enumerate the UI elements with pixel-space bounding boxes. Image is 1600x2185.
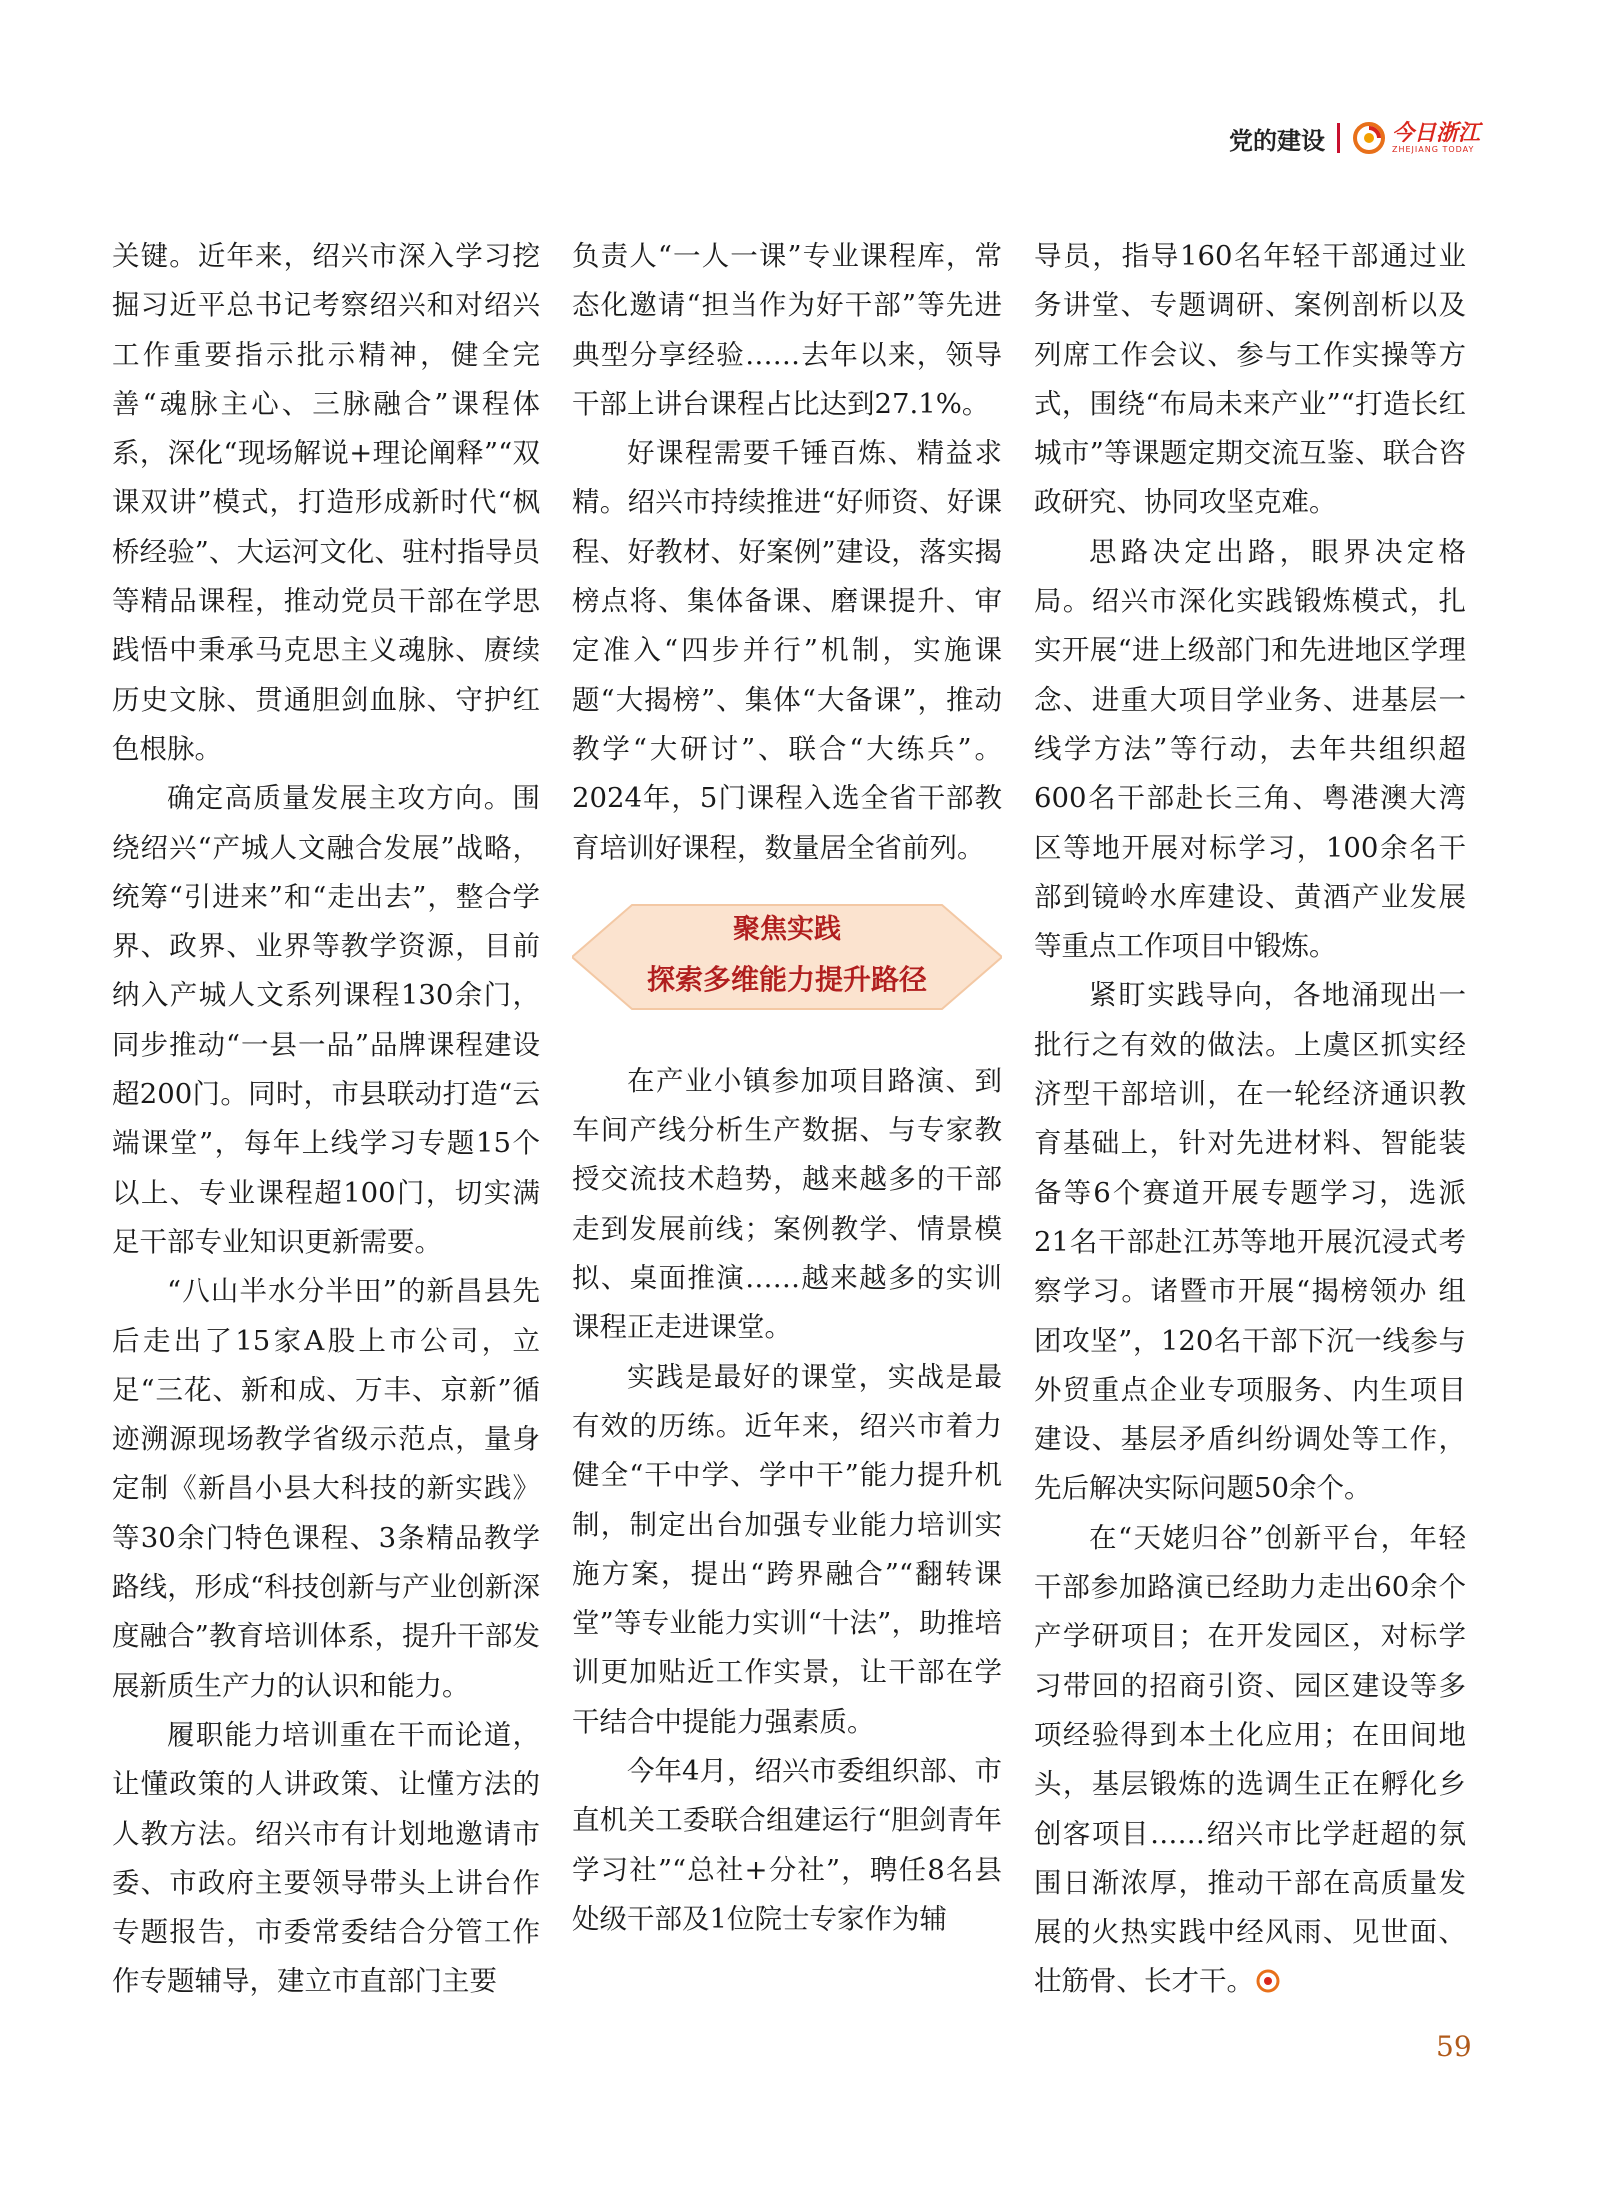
paragraph: 思路决定出路，眼界决定格局。绍兴市深化实践锻炼模式，扎实开展“进上级部门和先进地区学理念、进重大项目学业务、进基层一线学方法”等行动，去年共组织超600名干部赴长三角、粤港澳大湾区等地开展对标学习，100余名干部到镜岭水库建设、黄酒产业发展等重点工作项目中锻炼。 xyxy=(1034,535,1466,963)
article-end-icon xyxy=(1256,1969,1280,1993)
paragraph: 实践是最好的课堂，实战是最有效的历练。近年来，绍兴市着力健全“干中学、学中干”能力提升机制，制定出台加强专业能力培训实施方案，提出“跨界融合”“翻转课堂”等专业能力实训“十法”，助推培训更加贴近工作实景，让干部在学干结合中提能力强素质。 xyxy=(572,1360,1002,1738)
paragraph: 在产业小镇参加项目路演、到车间产线分析生产数据、与专家教授交流技术趋势，越来越多的干部走到发展前线；案例教学、情景模拟、桌面推演……越来越多的实训课程正走进课堂。 xyxy=(572,1064,1002,1344)
paragraph: 好课程需要千锤百炼、精益求精。绍兴市持续推进“好师资、好课程、好教材、好案例”建设，落实揭榜点将、集体备课、磨课提升、审定准入“四步并行”机制，实施课题“大揭榜”、集体“大备课”，推动教学“大研讨”、联合“大练兵”。2024年，5门课程入选全省干部教育培训好课程，数量居全省前列。 xyxy=(572,437,1002,864)
paragraph-text: 在“天姥归谷”创新平台，年轻干部参加路演已经助力走出60余个产学研项目；在开发园区，对标学习带回的招商引资、园区建设等多项经验得到本土化应用；在田间地头，基层锻炼的选调生正在孵化乡创客项目……绍兴市比学赶超的氛围日渐浓厚，推动干部在高质量发展的火热实践中经风雨、见世面、壮筋骨、长才干。 xyxy=(1034,1521,1466,1998)
section-label: 党的建设 xyxy=(1228,126,1325,155)
paragraph-last xyxy=(1034,1514,1466,2007)
paragraph: “八山半水分半田”的新昌县先后走出了15家A股上市公司，立足“三花、新和成、万丰、京新”循迹溯源现场教学省级示范点，量身定制《新昌小县大科技的新实践》等30余门特色课程、3条精品教学路线，形成“科技创新与产业创新深度融合”教育培训体系，提升干部发展新质生产力的认识和能力。 xyxy=(112,1275,540,1702)
paragraph: 确定高质量发展主攻方向。围绕绍兴“产城人文融合发展”战略，统筹“引进来”和“走出去”，整合学界、政界、业界等教学资源，目前纳入产城人文系列课程130余门，同步推动“一县一品”品牌课程建设超200门。同时，市县联动打造“云端课堂”，每年上线学习专题15个以上、专业课程超100门，切实满足干部专业知识更新需要。 xyxy=(112,782,540,1258)
paragraph: 负责人“一人一课”专业课程库，常态化邀请“担当作为好干部”等先进典型分享经验……去年以来，领导干部上讲台课程占比达到27.1%。 xyxy=(572,240,1002,420)
paragraph: 紧盯实践导向，各地涌现出一批行之有效的做法。上虞区抓实经济型干部培训，在一轮经济通识教育基础上，针对先进材料、智能装备等6个赛道开展专题学习，选派21名干部赴江苏等地开展沉浸式考察学习。诸暨市开展“揭榜领办 组团攻坚”，120名干部下沉一线参与外贸重点企业专项服务、内生项目建设、基层矛盾纠纷调处等工作，先后解决实际问题50余个。 xyxy=(1034,979,1466,1505)
paragraph: 关键。近年来，绍兴市深入学习挖掘习近平总书记考察绍兴和对绍兴工作重要指示批示精神，健全完善“魂脉主心、三脉融合”课程体系，深化“现场解说+理论阐释”“双课双讲”模式，打造形成新时代“枫桥经验”、大运河文化、驻村指导员等精品课程，推动党员干部在学思践悟中秉承马克思主义魂脉、赓续历史文脉、贯通胆剑血脉、守护红色根脉。 xyxy=(112,240,540,765)
paragraph: 今年4月，绍兴市委组织部、市直机关工委联合组建运行“胆剑青年学习社”“总社+分社”，聘任8名县处级干部及1位院士专家作为辅 xyxy=(572,1755,1002,1935)
magazine-logo xyxy=(1352,121,1480,155)
column-3 xyxy=(1034,232,1466,2007)
banner-title-line2: 探索多维能力提升路径 xyxy=(646,962,927,996)
page-number: 59 xyxy=(1436,2030,1472,2063)
paragraph: 履职能力培训重在干而论道，让懂政策的人讲政策、让懂方法的人教方法。绍兴市有计划地邀请市委、市政府主要领导带头上讲台作专题报告，市委常委结合分管工作作专题辅导，建立市直部门主要 xyxy=(112,1718,540,1998)
logo-swirl-icon xyxy=(1352,121,1386,155)
paragraph: 导员，指导160名年轻干部通过业务讲堂、专题调研、案例剖析以及列席工作会议、参与工作实操等方式，围绕“布局未来产业”“打造长红城市”等课题定期交流互鉴、联合咨政研究、协同攻坚克难。 xyxy=(1034,240,1466,519)
column-1 xyxy=(112,232,540,2007)
banner-title-line1: 聚焦实践 xyxy=(733,913,841,945)
header-divider xyxy=(1337,123,1340,153)
logo-english-text: ZHEJIANG TODAY xyxy=(1391,145,1475,154)
column-2 xyxy=(572,232,1002,1944)
section-heading-banner xyxy=(572,897,1002,1017)
page-header xyxy=(1229,118,1480,158)
logo-chinese-text: 今日浙江 xyxy=(1391,120,1480,146)
